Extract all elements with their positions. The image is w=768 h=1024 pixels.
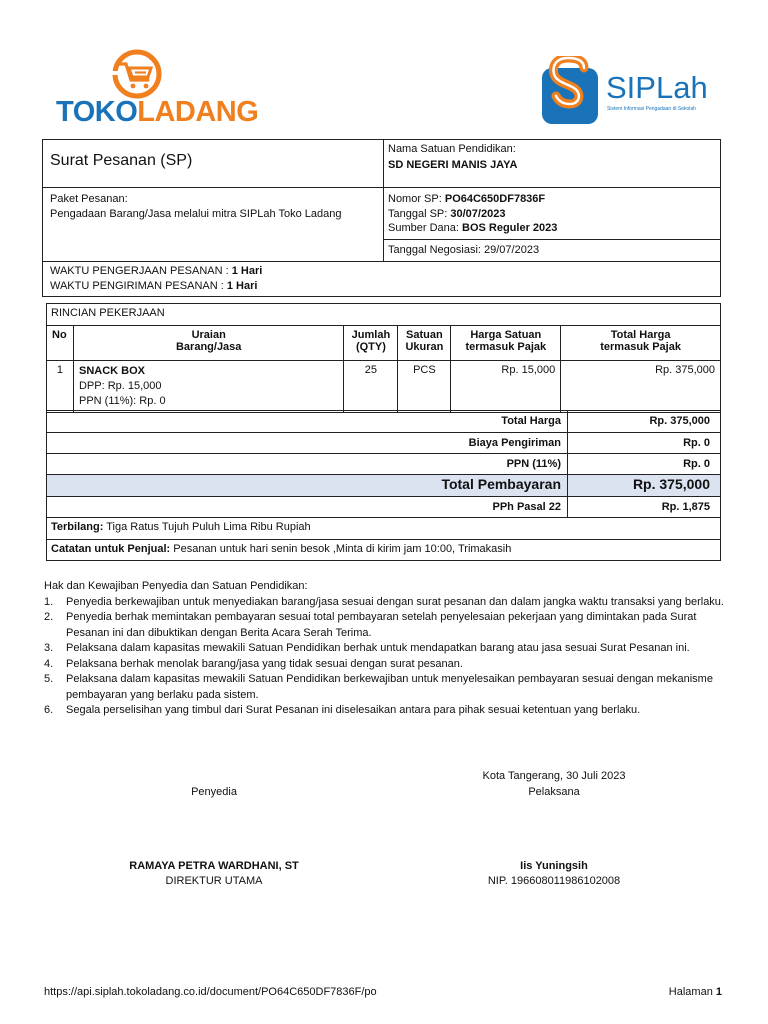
row-total: Rp. 375,000 <box>561 361 721 413</box>
executor-name: Iis Yuningsih <box>520 860 588 872</box>
list-item: 2. Penyedia berhak memintakan pembayaran sesuai total pembayaran setelah penyelesaian pekerjaan yang dimintakan pada Surat Pesanan ini dan dibuktikan dengan Berita Acara Serah Terima. <box>44 611 697 639</box>
fund-source: Sumber Dana: BOS Reguler 2023 <box>388 222 558 234</box>
col-no: No <box>47 326 74 361</box>
negotiation-date: Tanggal Negosiasi: 29/07/2023 <box>388 244 540 256</box>
col-total: Total Harga termasuk Pajak <box>561 326 721 361</box>
ladang-text: LADANG <box>137 96 259 128</box>
list-item: 1. Penyedia berkewajiban untuk menyediakan barang/jasa sesuai dengan surat pesanan dan dalam jangka waktu transaksi yang berlaku. <box>44 595 724 608</box>
siplah-tagline: Sistem Informasi Pengadaan di Sekolah <box>607 106 696 112</box>
pph-label: PPh Pasal 22 <box>492 501 561 513</box>
row-desc: SNACK BOX DPP: Rp. 15,000 PPN (11%): Rp. 0 <box>73 361 343 413</box>
school-name: SD NEGERI MANIS JAYA <box>388 159 518 171</box>
place-date: Kota Tangerang, 30 Juli 2023 <box>482 770 626 782</box>
cart-logo-icon <box>106 48 168 100</box>
table-row <box>47 361 721 413</box>
sp-date: Tanggal SP: 30/07/2023 <box>388 208 506 220</box>
row-price: Rp. 15,000 <box>451 361 561 413</box>
ppn-label: PPN (11%) <box>506 458 561 470</box>
page-title: Surat Pesanan (SP) <box>50 152 193 169</box>
grand-total-label: Total Pembayaran <box>441 476 561 492</box>
sp-number: Nomor SP: PO64C650DF7836F <box>388 193 546 205</box>
terms-section <box>44 579 724 719</box>
executor-role: Pelaksana <box>528 786 580 798</box>
page-indicator: Halaman 1 <box>668 986 722 998</box>
items-section-title: RINCIAN PEKERJAAN <box>51 307 165 319</box>
school-label: Nama Satuan Pendidikan: <box>388 143 516 155</box>
col-desc: Uraian Barang/Jasa <box>73 326 343 361</box>
list-item: 3. Pelaksana dalam kapasitas mewakili Satuan Pendidikan berhak untuk mendapatkan barang atau jasa sesuai Surat Pesanan ini. <box>44 642 690 654</box>
row-no: 1 <box>47 361 74 413</box>
grand-total-value: Rp. 375,000 <box>632 476 710 492</box>
provider-title: DIREKTUR UTAMA <box>165 875 263 887</box>
siplah-s-icon <box>540 56 602 126</box>
row-qty: 25 <box>344 361 398 413</box>
list-item: 5. Pelaksana dalam kapasitas mewakili Satuan Pendidikan berkewajiban untuk menyelesaikan pembayaran sesuai dengan mekanisme pembayaran yang berlaku pada sistem. <box>44 673 713 701</box>
total-harga-value: Rp. 375,000 <box>649 415 710 427</box>
terms-heading: Hak dan Kewajiban Penyedia dan Satuan Pendidikan: <box>44 580 308 592</box>
package-desc: Pengadaan Barang/Jasa melalui mitra SIPLah Toko Ladang <box>50 208 342 220</box>
items-header-row <box>47 326 721 361</box>
total-harga-label: Total Harga <box>501 415 561 427</box>
col-unit: Satuan Ukuran <box>398 326 451 361</box>
document-url[interactable]: https://api.siplah.tokoladang.co.id/document/PO64C650DF7836F/po <box>44 986 377 998</box>
seller-notes: Catatan untuk Penjual: Pesanan untuk hari senin besok ,Minta di kirim jam 10:00, Trimakasih <box>51 543 512 555</box>
shipping-value: Rp. 0 <box>683 437 710 449</box>
col-qty: Jumlah (QTY) <box>344 326 398 361</box>
work-time: WAKTU PENGERJAAN PESANAN : 1 Hari <box>50 265 263 277</box>
toko-text: TOKO <box>56 96 138 128</box>
package-label: Paket Pesanan: <box>50 193 128 205</box>
provider-name: RAMAYA PETRA WARDHANI, ST <box>129 860 299 872</box>
terbilang: Terbilang: Tiga Ratus Tujuh Puluh Lima Ribu Rupiah <box>51 521 311 533</box>
list-item: 6. Segala perselisihan yang timbul dari Surat Pesanan ini diselesaikan antara para pihak sesuai ketentuan yang berlaku. <box>44 704 641 716</box>
items-table <box>46 325 721 413</box>
row-unit: PCS <box>398 361 451 413</box>
pph-value: Rp. 1,875 <box>661 501 710 513</box>
shipping-label: Biaya Pengiriman <box>468 437 561 449</box>
list-item: 4. Pelaksana berhak menolak barang/jasa yang tidak sesuai dengan surat pesanan. <box>44 657 463 670</box>
ppn-value: Rp. 0 <box>683 458 710 470</box>
tokoladang-logo <box>56 48 259 128</box>
siplah-name: SIPLah <box>606 70 708 105</box>
executor-nip: NIP. 196608011986102008 <box>487 875 621 887</box>
col-price: Harga Satuan termasuk Pajak <box>451 326 561 361</box>
ship-time: WAKTU PENGIRIMAN PESANAN : 1 Hari <box>50 280 258 292</box>
grand-total-highlight <box>47 474 720 496</box>
siplah-logo <box>540 56 730 128</box>
provider-role: Penyedia <box>191 786 237 798</box>
